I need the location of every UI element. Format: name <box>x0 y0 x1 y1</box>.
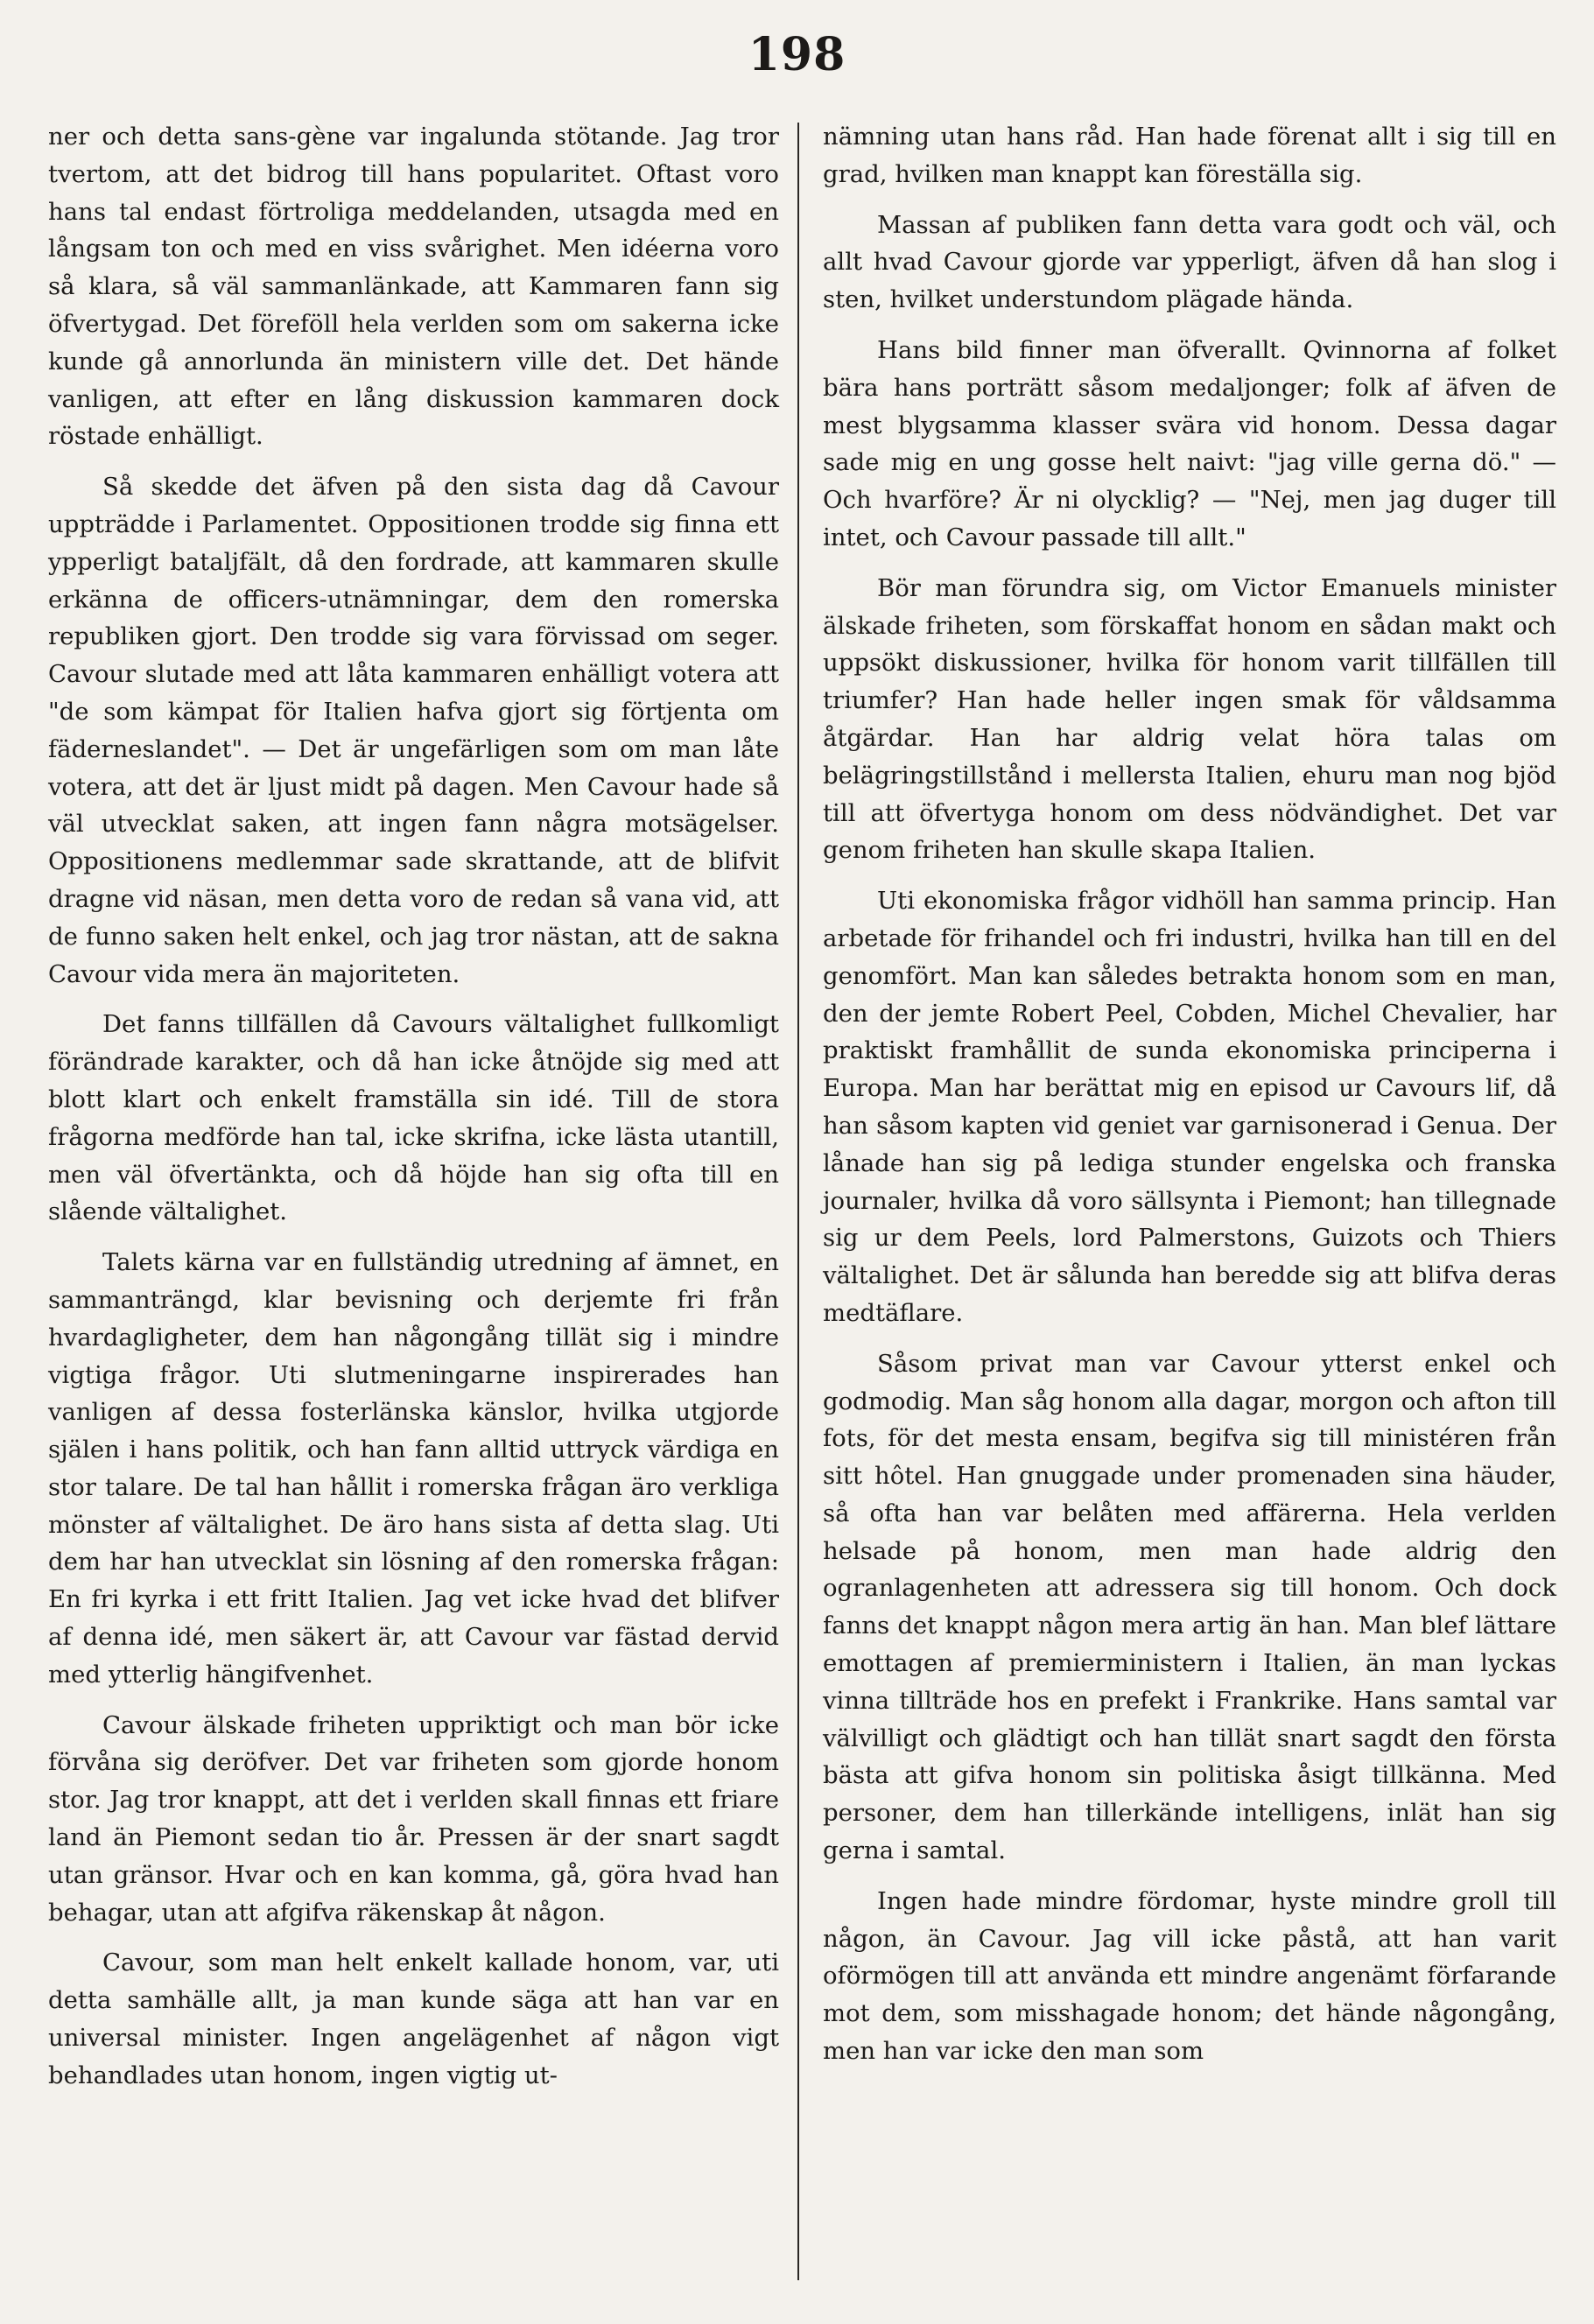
left-paragraph-4: Talets kärna var en fullständig utredning af ämnet, en sammanträngd, klar bevisning och derjemte fri från hvardagligheter, dem han någongång tillät sig i mindre vigtiga frågor. Uti slutmeningarne inspirerades han vanligen af dessa fosterlänska känslor, hvilka utgjorde själen i hans politik, och han fann alltid uttryck värdiga en stor talare. De tal han hållit i romerska frågan äro verkliga mönster af vältalighet. De äro hans sista af detta slag. Uti dem har han utvecklat sin lösning af den romerska frågan: En fri kyrka i ett fritt Italien. Jag vet icke hvad det blifver af denna idé, men säkert är, att Cavour var fästad dervid med ytterlig hängifvenhet. <box>48 1248 779 1689</box>
left-paragraph-1: ner och detta sans-gène var ingalunda stötande. Jag tror tvertom, att det bidrog till hans popularitet. Oftast voro hans tal endast förtroliga meddelanden, utsagda med en långsam ton och med en viss svårighet. Men idéerna voro så klara, så väl sammanlänkade, att Kammaren fann sig öfvertygad. Det föreföll hela verlden som om sakerna icke kunde gå annorlunda än ministern ville det. Det hände vanligen, att efter en lång diskussion kammaren dock röstade enhälligt. <box>48 123 779 451</box>
left-column <box>48 118 779 2108</box>
page-number: 198 <box>748 28 846 81</box>
left-paragraph-6: Cavour, som man helt enkelt kallade honom, var, uti detta samhälle allt, ja man kunde säga att han var en universal minister. Ingen angelägenhet af någon vigt behandlades utan honom, ingen vigtig ut- <box>48 1948 779 2089</box>
right-column <box>823 118 1556 2083</box>
column-divider <box>797 123 799 2280</box>
left-paragraph-5: Cavour älskade friheten uppriktigt och man bör icke förvåna sig deröfver. Det var friheten som gjorde honom stor. Jag tror knappt, att det i verlden skall finnas ett friare land än Piemont sedan tio år. Pressen är der snart sagdt utan gränsor. Hvar och en kan komma, gå, göra hvad han behagar, utan att afgifva räkenskap åt någon. <box>48 1710 779 1927</box>
left-paragraph-3: Det fanns tillfällen då Cavours vältalighet fullkomligt förändrade karakter, och då han icke åtnöjde sig med att blott klart och enkelt framställa sin idé. Till de stora frågorna medförde han tal, icke skrifna, icke lästa utantill, men väl öfvertänkta, och då höjde han sig ofta till en slående vältalighet. <box>48 1010 779 1226</box>
right-paragraph-1: nämning utan hans råd. Han hade förenat allt i sig till en grad, hvilken man knappt kan föreställa sig. <box>823 123 1556 188</box>
left-paragraph-2: Så skedde det äfven på den sista dag då Cavour uppträdde i Parlamentet. Oppositionen trodde sig finna ett ypperligt bataljfält, då den fordrade, att kammaren skulle erkänna de officers-utnämningar, dem den romerska republiken gjort. Den trodde sig vara förvissad om seger. Cavour slutade med att låta kammaren enhälligt votera att "de som kämpat för Italien hafva gjort sig förtjenta om fäderneslandet". — Det är ungefärligen som om man låte votera, att det är ljust midt på dagen. Men Cavour hade så väl utvecklat saken, att ingen fann några motsägelser. Oppositionens medlemmar sade skrattande, att de blifvit dragne vid näsan, men detta voro de redan så vana vid, att de funno saken helt enkel, och jag tror nästan, att de sakna Cavour vida mera än majoriteten. <box>48 473 779 988</box>
right-paragraph-4: Bör man förundra sig, om Victor Emanuels minister älskade friheten, som förskaffat honom en sådan makt och uppsökt diskussioner, hvilka för honom varit tillfällen till triumfer? Han hade heller ingen smak för våldsamma åtgärdar. Han har aldrig velat höra talas om belägringstillstånd i mellersta Italien, ehuru man nog bjöd till att öfvertyga honom om dess nödvändighet. Det var genom friheten han skulle skapa Italien. <box>823 573 1556 865</box>
right-paragraph-6: Såsom privat man var Cavour ytterst enkel och godmodig. Man såg honom alla dagar, morgon och afton till fots, för det mesta ensam, begifva sig till ministéren från sitt hôtel. Han gnuggade under promenaden sina häuder, så ofta han var belåten med affärerna. Hela verlden helsade på honom, men man hade aldrig den ogranlagenheten att adressera sig till honom. Och dock fanns det knappt någon mera artig än han. Man blef lättare emottagen af premierministern i Italien, än man lyckas vinna tillträde hos en prefekt i Frankrike. Hans samtal var välvilligt och glädtigt och han tillät snart sagdt den första bästa att gifva honom sin politiska åsigt tillkänna. Med personer, dem han tillerkände intelligens, inlät han sig gerna i samtal. <box>823 1349 1556 1865</box>
right-paragraph-7: Ingen hade mindre fördomar, hyste mindre groll till någon, än Cavour. Jag vill icke påstå, att han varit oförmögen till att använda ett mindre angenämt förfarande mot dem, som misshagade honom; det hände någongång, men han var icke den man som <box>823 1886 1556 2066</box>
right-paragraph-2: Massan af publiken fann detta vara godt och väl, och allt hvad Cavour gjorde var ypperligt, äfven då han slog i sten, hvilket understundom plägade hända. <box>823 210 1556 314</box>
right-paragraph-3: Hans bild finner man öfverallt. Qvinnorna af folket bära hans porträtt såsom medaljonger; folk af äfven de mest blygsamma klasser svära vid honom. Dessa dagar sade mig en ung gosse helt naivt: "jag ville gerna dö." — Och hvarföre? Är ni olycklig? — "Nej, men jag duger till intet, och Cavour passade till allt." <box>823 335 1556 551</box>
right-paragraph-5: Uti ekonomiska frågor vidhöll han samma princip. Han arbetade för frihandel och fri industri, hvilka han till en del genomfört. Man kan således betrakta honom som en man, den der jemte Robert Peel, Cobden, Michel Chevalier, har praktiskt framhållit de sunda ekonomiska principerna i Europa. Man har berättat mig en episod ur Cavours lif, då han såsom kapten vid geniet var garnisonerad i Genua. Der lånade han sig på lediga stunder engelska och franska journaler, hvilka då voro sällsynta i Piemont; han tillegnade sig ur dem Peels, lord Palmerstons, Guizots och Thiers vältalighet. Det är sålunda han beredde sig att blifva deras medtäflare. <box>823 887 1556 1327</box>
